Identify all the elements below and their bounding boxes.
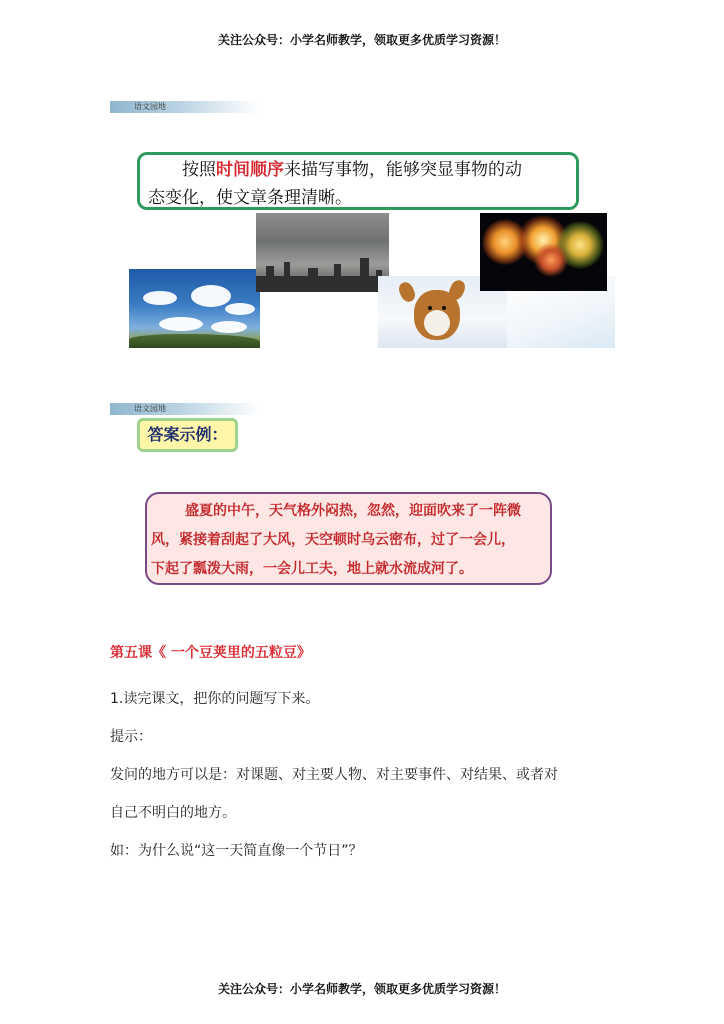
example-question: 如：为什么说“这一天简直像一个节日”？ xyxy=(110,843,363,859)
section-tag-2: 语文园地 xyxy=(110,403,260,415)
tip-line-2: 态变化，使文章条理清晰。 xyxy=(148,188,352,208)
lesson-title: 第五课《 一个豆荚里的五粒豆》 xyxy=(110,645,311,661)
page-header: 关注公众号：小学名师教学，领取更多优质学习资源！ xyxy=(217,33,506,47)
sky-clouds-photo xyxy=(129,269,260,348)
answer-line-3: 下起了瓢泼大雨，一会儿工夫，地上就水流成河了。 xyxy=(151,561,473,577)
tip-box xyxy=(137,152,579,210)
cloudy-city-photo xyxy=(256,213,389,292)
hint-line-1: 发问的地方可以是：对课题、对主要人物、对主要事件、对结果、或者对 xyxy=(110,767,558,783)
fireworks-photo xyxy=(480,213,607,291)
tip-line-1: 按照时间顺序来描写事物，能够突显事物的动 xyxy=(182,160,522,180)
hint-line-2: 自己不明白的地方。 xyxy=(110,805,236,821)
answer-line-2: 风，紧接着刮起了大风，天空顿时乌云密布，过了一会儿， xyxy=(151,532,515,548)
page-footer: 关注公众号：小学名师教学，领取更多优质学习资源！ xyxy=(217,982,506,996)
answer-line-1: 盛夏的中午，天气格外闷热，忽然，迎面吹来了一阵微 xyxy=(185,503,521,519)
hint-label: 提示： xyxy=(110,729,152,745)
answer-example-box xyxy=(145,492,552,585)
answer-example-label: 答案示例： xyxy=(137,418,238,452)
highlight-text: 时间顺序 xyxy=(216,160,284,180)
section-tag: 语文园地 xyxy=(110,101,260,113)
question-1: 1.读完课文，把你的问题写下来。 xyxy=(110,691,320,707)
